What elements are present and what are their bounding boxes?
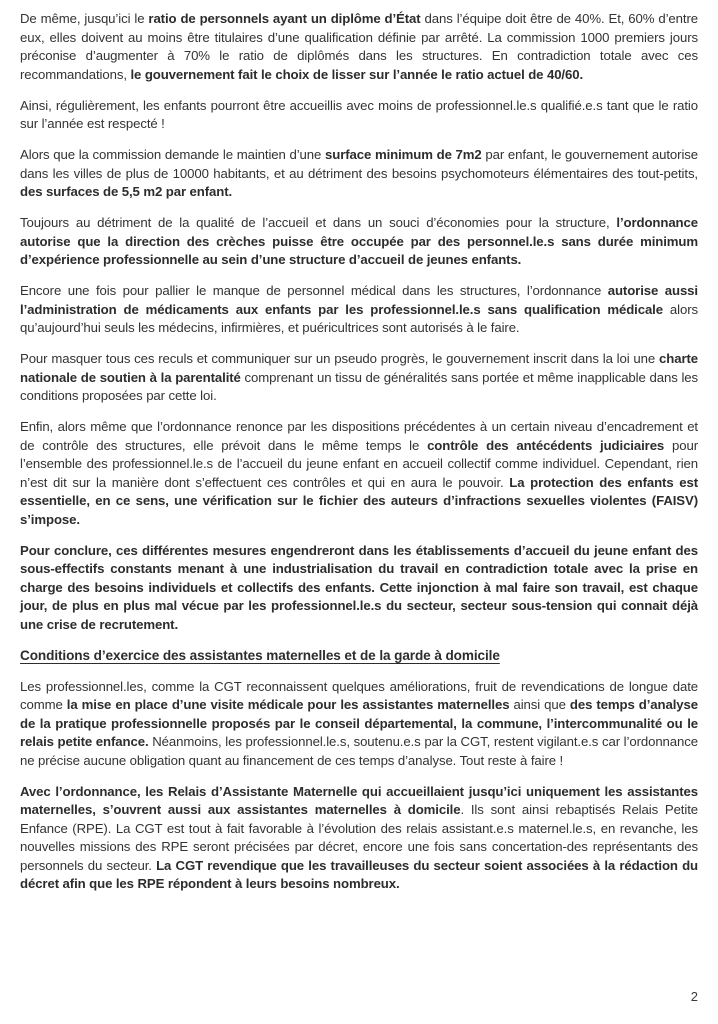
paragraph	[20, 350, 698, 406]
text-run: dans l’équipe doit être de 40%. Et, 60% d’entre eux, elles doivent au moins être titulaires d’une qualification définie par arrêté. La commission 1000 premiers jours préconise d’augmenter à 70% le ratio de diplômés dans les structures. En contradiction totale avec ces recommandations,	[20, 11, 698, 82]
bold-text-run: La protection des enfants est essentielle, en ce sens, une vérification sur le fichier des auteurs d’infractions sexuelles violentes (FAISV) s’impose.	[20, 474, 699, 527]
bold-text-run: Pour conclure, ces différentes mesures engendreront dans les établissements d’accueil du jeune enfant des sous-effectifs constants menant à une industrialisation du travail en contradiction totale avec la prise en charge des besoins individuels et collectifs des enfants. Cette injonction à mal faire son travail, est chaque jour, de plus en plus mal vécue par les professionnel.le.s du secteur, secteur sous-tension qui connait déjà une crise de recrutement.	[20, 542, 698, 632]
bold-text-run: autorise aussi l’administration de médicaments aux enfants par les professionnel.le.s sans qualification médicale	[20, 283, 698, 317]
text-run: ainsi que	[509, 697, 570, 712]
bold-text-run: des surfaces de 5,5 m2 par enfant.	[20, 184, 233, 199]
text-run: . Ils sont ainsi rebaptisés Relais Petite Enfance (RPE). La CGT est tout à fait favorable à l’évolution des relais assistant.e.s maternel.le.s, en revanche, les nouvelles missions des RPE seront précisées par décret, encore une fois sans concertation-des représentants des personnels du secteur.	[20, 802, 699, 873]
text-run: Les professionnel.les, comme la CGT reconnaissent quelques améliorations, fruit de revendications de longue date comme	[20, 678, 698, 712]
text-run: par enfant, le gouvernement autorise dans les villes de plus de 10000 habitants, et au détriment des besoins psychomoteurs élémentaires des tout-petits,	[20, 147, 699, 181]
text-run: Ainsi, régulièrement, les enfants pourront être accueillis avec moins de professionnel.le.s qualifié.e.s tant que le ratio sur l’année est respecté !	[20, 97, 698, 131]
paragraph	[20, 783, 698, 894]
text-run: De même, jusqu’ici le	[20, 11, 149, 26]
bold-text-run: la mise en place d’une visite médicale pour les assistantes maternelles	[66, 697, 510, 712]
text-run: Néanmoins, les professionnel.le.s, soutenu.e.s par la CGT, restent vigilant.e.s car l’ordonnance ne précise aucune obligation quant au financement de ces temps d’analyse. Tout reste à faire !	[20, 734, 698, 768]
text-run: comprenant un tissu de généralités sans portée et même inapplicable dans les conditions proposées par cette loi.	[20, 369, 699, 403]
bold-text-run: Conditions d’exercice des assistantes maternelles et de la garde à domicile	[20, 647, 500, 663]
paragraph	[20, 542, 698, 635]
bold-text-run: charte nationale de soutien à la parentalité	[20, 351, 698, 385]
bold-text-run: des temps d’analyse de la pratique professionnelle proposés par le conseil départemental, la commune, l’intercommunalité ou le relais petite enfance.	[20, 697, 698, 749]
text-run: pour l’ensemble des professionnel.le.s de l’accueil du jeune enfant en accueil collectif comme individuel. Cependant, rien n’est dit sur la manière dont s’effectuent ces contrôles et qui en aura le pouvoir.	[20, 437, 698, 490]
text-run: alors qu’aujourd’hui seuls les médecins, infirmières, et puéricultrices sont autorisés à le faire.	[20, 301, 698, 335]
paragraph	[20, 418, 698, 529]
text-run: Pour masquer tous ces reculs et communiquer sur un pseudo progrès, le gouvernement inscrit dans la loi une	[20, 351, 660, 366]
bold-text-run: Avec l’ordonnance, les Relais d’Assistante Maternelle qui accueillaient jusqu’ici uniquement les assistantes maternelles, s’ouvrent aussi aux assistantes maternelles à domicile	[20, 783, 698, 817]
section-heading	[20, 647, 698, 666]
paragraph	[20, 146, 698, 202]
page-number: 2	[690, 989, 698, 1004]
text-run: Encore une fois pour pallier le manque de personnel médical dans les structures, l’ordonnance	[20, 283, 608, 298]
bold-text-run: ratio de personnels ayant un diplôme d’État	[148, 11, 421, 26]
bold-text-run: l’ordonnance autorise que la direction des crèches puisse être occupée par des personnel.le.s sans durée minimum d’expérience professionnelle au sein d’une structure d’accueil de jeunes enfants.	[20, 215, 698, 267]
document-body	[20, 10, 698, 894]
bold-text-run: surface minimum de 7m2	[325, 147, 482, 162]
bold-text-run: contrôle des antécédents judiciaires	[427, 437, 665, 453]
text-run: Toujours au détriment de la qualité de l’accueil et dans un souci d’économies pour la structure,	[20, 215, 617, 230]
paragraph	[20, 214, 698, 270]
text-run: Enfin, alors même que l’ordonnance renonce par les dispositions précédentes à un certain niveau d’encadrement et de contrôle des structures, elle prévoit dans le même temps le	[20, 419, 698, 453]
bold-text-run: La CGT revendique que les travailleuses du secteur soient associées à la rédaction du décret afin que les RPE répondent à leurs besoins nombreux.	[20, 857, 699, 891]
paragraph	[20, 10, 698, 84]
paragraph	[20, 97, 698, 134]
paragraph	[20, 282, 698, 338]
bold-text-run: le gouvernement fait le choix de lisser sur l’année le ratio actuel de 40/60.	[130, 66, 584, 82]
text-run: Alors que la commission demande le maintien d’une	[20, 147, 325, 162]
paragraph	[20, 678, 698, 771]
